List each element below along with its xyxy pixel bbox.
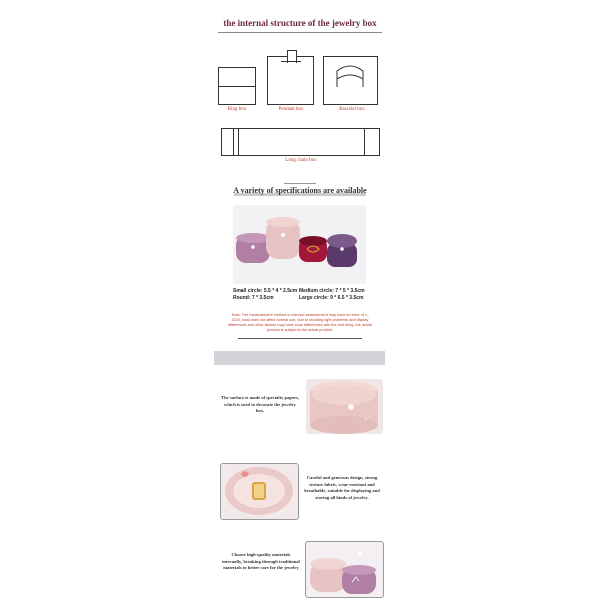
feature-photo-2 [220,463,299,520]
pendant-box-label: Pendant box [278,107,304,112]
product-lineup-photo [233,205,366,284]
spec-large-circle: Large circle: 9 * 6.5 * 3.5cm [299,295,364,301]
title-underline [218,32,382,33]
spec-medium-circle: Medium circle: 7 * 5 * 3.5cm [299,288,365,294]
bracelet-box-diagram [323,56,378,105]
spec-round: Round: 7 * 3.5cm [233,295,274,301]
long-chain-box-diagram [221,128,380,156]
feature-photo-3 [305,541,384,598]
ring-box-diagram [218,67,256,105]
feature-photo-1 [306,379,383,434]
section-band [214,351,385,365]
ring-box-label: Ring box [227,107,247,112]
structure-title: the internal structure of the jewelry box [223,18,377,28]
feature-text-1: The surface is made of specialty papers, which is used to decorate the jewelry box. [221,395,299,413]
measurement-note: Note: The measurement method is manual measurement may have an error of 1-3CM, local does not affect normal use, due to shooting light problems and display differences and other factors may have color differences with the real thing, the actual product is subject to the actual product. [228,313,372,332]
feature-text-2: Careful and generous design, strong texture fabric, wear-resistant and breathable, suitable for displaying and storing all kinds of jewelry. [304,475,380,500]
spec-column-right [299,288,369,302]
note-underline [238,338,362,339]
specifications-title: A variety of specifications are available [233,186,367,195]
pendant-box-diagram [267,56,314,105]
spec-small-circle: Small circle: 5.5 * 4 * 2.5cm [233,288,298,294]
long-chain-box-label: Long chain box [285,158,317,163]
spec-column-left [233,288,299,302]
section-divider [284,183,316,184]
feature-text-3: Choose high-quality materials internally, breaking through traditional materials to better care for the jewelry [222,552,300,570]
bracelet-box-label: Bracelet box [339,107,365,112]
